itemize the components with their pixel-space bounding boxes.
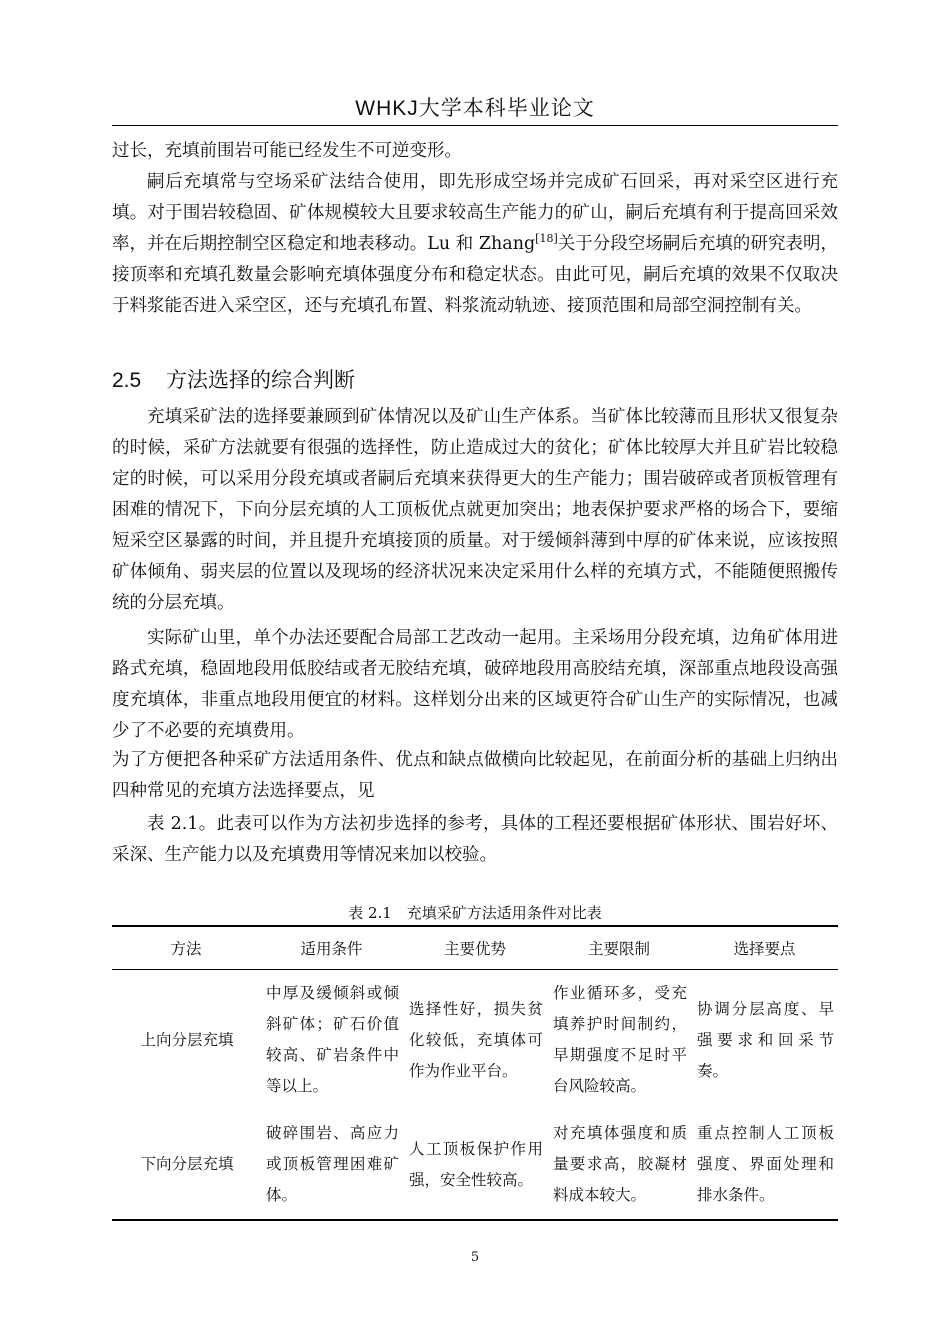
header-key-points: 选择要点 [691, 926, 838, 970]
header-method: 方法 [112, 926, 260, 970]
paragraph-2 [112, 167, 838, 322]
table-row [112, 1110, 838, 1220]
cell-conditions: 中厚及缓倾斜或倾斜矿体；矿石价值较高、矿岩条件中等以上。 [266, 984, 399, 1095]
comparison-table [112, 925, 838, 1221]
cell-advantages: 人工顶板保护作用强，安全性较高。 [403, 1110, 547, 1220]
paragraph-1: 过长，充填前围岩可能已经发生不可逆变形。 [112, 141, 462, 161]
table-header-row [112, 926, 838, 970]
header-limitations: 主要限制 [547, 926, 691, 970]
paragraph-3: 充填采矿法的选择要兼顾到矿体情况以及矿山生产体系。当矿体比较薄而且形状又很复杂的时候，采矿方法就要有很强的选择性，防止造成过大的贫化；矿体比较厚大并且矿岩比较稳定的时候，可以采用分段充填或者嗣后充填来获得更大的生产能力；围岩破碎或者顶板管理有困难的情况下，下向分层充填的人工顶板优点就更加突出；地表保护要求严格的场合下，要缩短采空区暴露的时间，并且提升充填接顶的质量。对于缓倾斜薄到中厚的矿体来说，应该按照矿体倾角、弱夹层的位置以及现场的经济状况来决定采用什么样的充填方式，不能随便照搬传统的分层充填。 [112, 407, 838, 613]
page-header-title: WHKJ大学本科毕业论文 [355, 97, 595, 120]
citation-18[interactable]: [18] [535, 232, 558, 246]
header-conditions: 适用条件 [260, 926, 403, 970]
cell-advantages: 选择性好，损失贫化较低，充填体可作为作业平台。 [409, 999, 543, 1080]
table-row [112, 970, 838, 1111]
paragraph-2-text-b: 关于分段空场嗣后充填的研究表明，接顶率和充填孔数量会影响充填体强度分布和稳定状态。由此可见，嗣后充填的效果不仅取决于料浆能否进入采空区，还与充填孔布置、料浆流动轨迹、接顶范围和局部空洞控制有关。 [112, 234, 839, 316]
table-caption: 表 2.1 充填采矿方法适用条件对比表 [348, 904, 602, 922]
paragraph-6: 表 2.1。此表可以作为方法初步选择的参考，具体的工程还要根据矿体形状、围岩好坏、采深、生产能力以及充填费用等情况来加以校验。 [112, 814, 838, 865]
header-rule [112, 125, 838, 126]
paragraph-2-text-a: 嗣后充填常与空场采矿法结合使用，即先形成空场并完成矿石回采，再对采空区进行充填。对于围岩较稳固、矿体规模较大且要求较高生产能力的矿山，嗣后充填有利于提高回采效率，并在后期控制空区稳定和地表移动。Lu 和 Zhang [112, 172, 838, 254]
section-title: 方法选择的综合判断 [166, 369, 355, 392]
section-heading [112, 364, 355, 394]
header-advantages: 主要优势 [403, 926, 547, 970]
cell-key-points: 重点控制人工顶板强度、界面处理和排水条件。 [691, 1110, 838, 1220]
cell-method: 上向分层充填 [140, 1030, 234, 1049]
cell-limitations: 对充填体强度和质量要求高，胶凝材料成本较大。 [547, 1110, 691, 1220]
cell-method: 下向分层充填 [112, 1110, 260, 1220]
cell-conditions: 破碎围岩、高应力或顶板管理困难矿体。 [260, 1110, 403, 1220]
cell-key-points: 协调分层高度、早强要求和回采节奏。 [697, 999, 834, 1080]
paragraph-4: 实际矿山里，单个办法还要配合局部工艺改动一起用。主采场用分段充填，边角矿体用进路式充填，稳固地段用低胶结或者无胶结充填，破碎地段用高胶结充填，深部重点地段设高强度充填体，非重点地段用便宜的材料。这样划分出来的区域更符合矿山生产的实际情况，也减少了不必要的充填费用。 [112, 628, 838, 741]
cell-limitations: 作业循环多，受充填养护时间制约，早期强度不足时平台风险较高。 [553, 984, 687, 1095]
page-number: 5 [470, 1250, 480, 1265]
section-number: 2.5 [112, 369, 142, 392]
paragraph-5: 为了方便把各种采矿方法适用条件、优点和缺点做横向比较起见，在前面分析的基础上归纳出四种常见的充填方法选择要点，见 [112, 750, 838, 801]
